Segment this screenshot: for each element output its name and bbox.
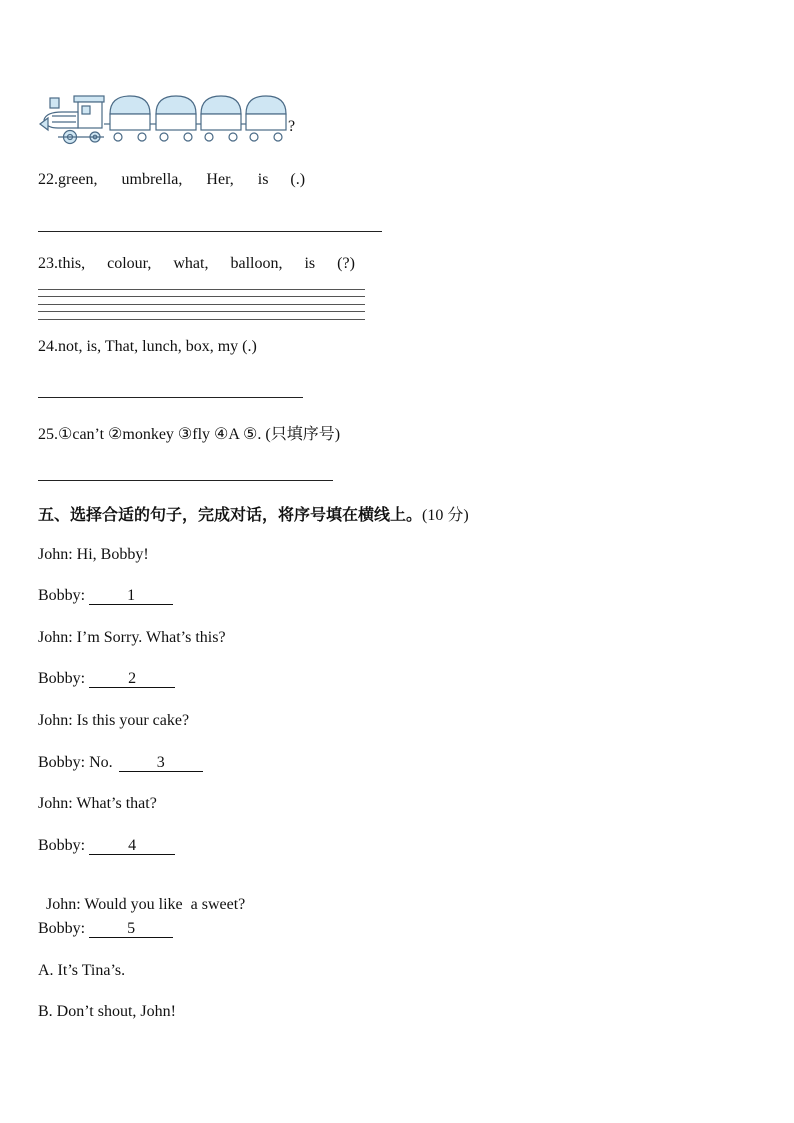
- question-number: 23.: [38, 255, 58, 272]
- word: balloon,: [230, 255, 283, 272]
- dialogue-line: [38, 670, 175, 688]
- train-cars: [104, 96, 286, 141]
- word: this,: [58, 255, 86, 272]
- answer-line[interactable]: [38, 397, 303, 398]
- option-b: B. Don’t shout, John!: [38, 1003, 176, 1020]
- word: Her,: [206, 171, 234, 188]
- question-25: [38, 421, 340, 444]
- speaker: Bobby:: [38, 670, 86, 687]
- line-prefix: No.: [89, 754, 113, 771]
- speaker: Bobby:: [38, 920, 86, 937]
- question-text: ①can’t ②monkey ③fly ④A ⑤. (只填序号): [58, 426, 341, 443]
- dialogue-line: [38, 546, 149, 564]
- speaker: John:: [38, 546, 73, 563]
- answer-line[interactable]: [38, 231, 382, 232]
- speaker: John:: [46, 896, 81, 913]
- train-car: [150, 96, 196, 141]
- option-a: A. It’s Tina’s.: [38, 962, 126, 979]
- section-title: 五、选择合适的句子，完成对话，将序号填在横线上。: [38, 505, 423, 524]
- word: green,: [58, 171, 98, 188]
- speaker: Bobby:: [38, 837, 86, 854]
- section-score: (10 分): [422, 507, 469, 524]
- speaker: Bobby:: [38, 754, 86, 771]
- speaker: John:: [38, 712, 73, 729]
- locomotive: [40, 96, 104, 144]
- line-text: What’s that?: [76, 795, 157, 812]
- question-number: 25.: [38, 426, 58, 443]
- question-number: 22.: [38, 171, 58, 188]
- grid-line: [38, 289, 365, 290]
- speaker: John:: [38, 629, 73, 646]
- line-text: I’m Sorry. What’s this?: [76, 629, 226, 646]
- dialogue-line: [38, 920, 173, 938]
- dialogue-line: [38, 754, 203, 772]
- answer-blank[interactable]: 1: [89, 588, 173, 605]
- grid-line: [38, 304, 365, 305]
- train-car: [196, 96, 241, 141]
- line-text: Is this your cake?: [76, 712, 190, 729]
- answer-blank[interactable]: 3: [119, 755, 203, 772]
- question-24: [38, 338, 257, 356]
- grid-line: [38, 319, 365, 320]
- train-illustration: [38, 94, 300, 148]
- word: colour,: [107, 255, 152, 272]
- train-question-mark: ?: [288, 118, 296, 135]
- word: is: [304, 255, 316, 272]
- word: umbrella,: [121, 171, 183, 188]
- dialogue-line: [38, 837, 175, 855]
- answer-line[interactable]: [38, 480, 333, 481]
- grid-line: [38, 311, 365, 312]
- word: what,: [173, 255, 209, 272]
- question-text: not, is, That, lunch, box, my (.): [58, 338, 257, 355]
- train-car: [104, 96, 150, 141]
- question-22: [38, 171, 305, 189]
- dialogue-line: [38, 795, 157, 813]
- line-text: Would you like a sweet?: [84, 896, 246, 913]
- question-23: [38, 255, 355, 273]
- grid-line: [38, 296, 365, 297]
- line-text: Hi, Bobby!: [76, 546, 149, 563]
- dialogue-line: [38, 629, 226, 647]
- dialogue-line: [38, 712, 189, 730]
- speaker: Bobby:: [38, 587, 86, 604]
- speaker: John:: [38, 795, 73, 812]
- train-car: [241, 96, 286, 141]
- dialogue-line: [38, 878, 245, 914]
- answer-blank[interactable]: 2: [89, 671, 175, 688]
- word: is: [257, 171, 269, 188]
- answer-blank[interactable]: 5: [89, 921, 173, 938]
- section-heading: [38, 502, 469, 525]
- word: (?): [337, 255, 355, 272]
- question-number: 24.: [38, 338, 58, 355]
- answer-blank[interactable]: 4: [89, 838, 175, 855]
- word: (.): [290, 171, 306, 188]
- dialogue-line: [38, 587, 173, 605]
